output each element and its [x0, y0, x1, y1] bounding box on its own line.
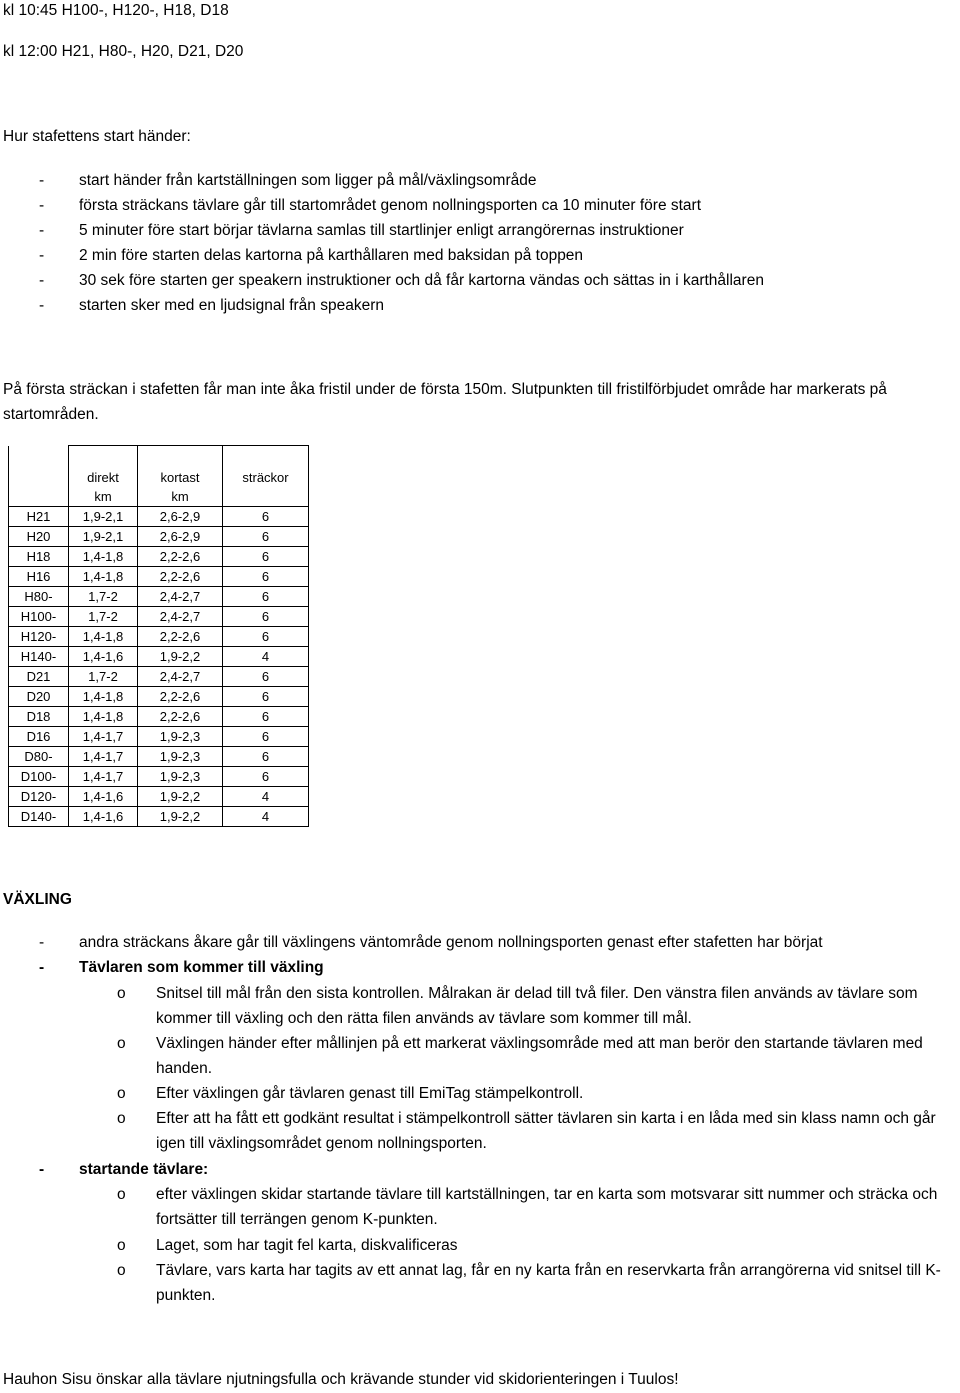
dash-marker: - — [39, 247, 45, 264]
table-cell: 1,7-2 — [69, 587, 138, 607]
closing-line: Hauhon Sisu önskar alla tävlare njutningsfulla och krävande stunder vid skidorienteringen i Tuulos! — [3, 1371, 679, 1388]
table-cell: 6 — [223, 767, 309, 787]
dash-marker: - — [39, 197, 45, 214]
table-cell: D120- — [9, 787, 69, 807]
table-cell: H16 — [9, 567, 69, 587]
table-cell: 1,9-2,3 — [138, 767, 223, 787]
table-row — [9, 547, 309, 567]
table-cell: D20 — [9, 687, 69, 707]
table-cell: 2,4-2,7 — [138, 587, 223, 607]
table-header-top — [9, 446, 309, 469]
table-cell: H20 — [9, 527, 69, 547]
sub-item-text: Laget, som har tagit fel karta, diskvalificeras — [156, 1237, 458, 1254]
header-cell — [9, 468, 69, 487]
start-heading: Hur stafettens start händer: — [3, 128, 191, 145]
table-row — [9, 707, 309, 727]
table-cell: D140- — [9, 807, 69, 827]
table-cell: 1,4-1,6 — [69, 647, 138, 667]
table-cell: 1,4-1,7 — [69, 747, 138, 767]
table-cell: H100- — [9, 607, 69, 627]
table-row — [9, 627, 309, 647]
schedule-line-1: kl 10:45 H100-, H120-, H18, D18 — [3, 2, 229, 19]
table-row — [9, 667, 309, 687]
sub-item-text: Växlingen händer efter mållinjen på ett markerat växlingsområde med att man berör den startande tävlaren med handen. — [156, 1035, 923, 1077]
table-row — [9, 687, 309, 707]
schedule-line-2: kl 12:00 H21, H80-, H20, D21, D20 — [3, 43, 244, 60]
list-item-text: 30 sek före starten ger speakern instruktioner och då får kartorna vändas och sättas in i karthållaren — [79, 272, 764, 289]
list-item-text: Tävlaren som kommer till växling — [79, 959, 324, 976]
table-cell: 1,9-2,3 — [138, 727, 223, 747]
circle-bullet-marker: o — [117, 1085, 126, 1102]
circle-bullet-marker: o — [117, 1186, 126, 1203]
header-cell: direkt — [69, 468, 138, 487]
dash-marker: - — [39, 272, 45, 289]
table-cell: 1,9-2,2 — [138, 787, 223, 807]
table-cell: H80- — [9, 587, 69, 607]
table-cell: 1,9-2,3 — [138, 747, 223, 767]
table-cell: 1,4-1,8 — [69, 627, 138, 647]
circle-bullet-marker: o — [117, 985, 126, 1002]
header-cell: km — [138, 487, 223, 507]
table-cell: 2,4-2,7 — [138, 667, 223, 687]
table-cell: D18 — [9, 707, 69, 727]
table-cell: H140- — [9, 647, 69, 667]
table-row — [9, 767, 309, 787]
fristil-rule-paragraph: På första sträckan i stafetten får man inte åka fristil under de första 150m. Slutpunkten till fristilförbjudet område har markerats på startområden. — [3, 381, 887, 423]
header-cell: sträckor — [223, 468, 309, 487]
list-item-text: startande tävlare: — [79, 1161, 209, 1178]
table-cell: 2,6-2,9 — [138, 527, 223, 547]
table-cell: 6 — [223, 667, 309, 687]
sub-item-text: efter växlingen skidar startande tävlare till kartställningen, tar en karta som motsvarar sitt nummer och sträcka och fortsätter till terrängen genom K-punkten. — [156, 1186, 938, 1228]
header-cell — [9, 487, 69, 507]
table-cell: 6 — [223, 567, 309, 587]
table-cell: 6 — [223, 527, 309, 547]
table-cell: D80- — [9, 747, 69, 767]
table-cell: 6 — [223, 507, 309, 527]
table-cell: 2,2-2,6 — [138, 547, 223, 567]
table-row — [9, 807, 309, 827]
table-cell: 1,9-2,2 — [138, 807, 223, 827]
distance-table — [8, 445, 309, 827]
dash-marker: - — [39, 172, 45, 189]
dash-marker: - — [39, 222, 45, 239]
table-cell: 1,7-2 — [69, 607, 138, 627]
header-cell: km — [69, 487, 138, 507]
table-row — [9, 507, 309, 527]
table-cell: 2,2-2,6 — [138, 567, 223, 587]
table-cell: 6 — [223, 727, 309, 747]
table-cell: 1,9-2,1 — [69, 507, 138, 527]
dash-marker: - — [39, 934, 45, 951]
table-row — [9, 747, 309, 767]
table-cell: 2,2-2,6 — [138, 687, 223, 707]
table-cell: D100- — [9, 767, 69, 787]
table-cell: H120- — [9, 627, 69, 647]
list-item-text: 2 min före starten delas kartorna på karthållaren med baksidan på toppen — [79, 247, 584, 264]
circle-bullet-marker: o — [117, 1110, 126, 1127]
table-cell: 1,4-1,6 — [69, 807, 138, 827]
table-row — [9, 647, 309, 667]
table-cell: 1,4-1,8 — [69, 547, 138, 567]
table-cell: H18 — [9, 547, 69, 567]
circle-bullet-marker: o — [117, 1262, 126, 1279]
table-cell: 2,2-2,6 — [138, 627, 223, 647]
table-cell: 6 — [223, 687, 309, 707]
table-cell: H21 — [9, 507, 69, 527]
table-cell: 4 — [223, 647, 309, 667]
list-item-text: första sträckans tävlare går till startområdet genom nollningsporten ca 10 minuter före start — [79, 197, 702, 214]
table-cell: 1,4-1,7 — [69, 767, 138, 787]
list-item-text: andra sträckans åkare går till växlingens väntområde genom nollningsporten genast efter stafetten har börjat — [79, 934, 823, 951]
list-item-text: 5 minuter före start börjar tävlarna samlas till startlinjer enligt arrangörernas instruktioner — [79, 222, 684, 239]
table-cell: 1,9-2,1 — [69, 527, 138, 547]
table-cell: 1,4-1,8 — [69, 567, 138, 587]
table-cell: 6 — [223, 587, 309, 607]
table-cell: 4 — [223, 787, 309, 807]
table-cell: 2,2-2,6 — [138, 707, 223, 727]
table-row — [9, 787, 309, 807]
table-cell: 6 — [223, 547, 309, 567]
table-row — [9, 607, 309, 627]
table-header-row-1 — [9, 468, 309, 487]
table-cell: D21 — [9, 667, 69, 687]
table-cell: 1,4-1,7 — [69, 727, 138, 747]
table-header-row-2 — [9, 487, 309, 507]
circle-bullet-marker: o — [117, 1035, 126, 1052]
sub-item-text: Snitsel till mål från den sista kontrollen. Målrakan är delad till två filer. Den vänstra filen används av tävlare som kommer till växling och den rätta filen används av tävlare som kommer till mål. — [156, 985, 918, 1027]
dash-marker: - — [39, 1161, 45, 1178]
dash-marker: - — [39, 297, 45, 314]
table-row — [9, 527, 309, 547]
table-row — [9, 567, 309, 587]
table-row — [9, 727, 309, 747]
table-cell: 4 — [223, 807, 309, 827]
sub-item-text: Efter växlingen går tävlaren genast till EmiTag stämpelkontroll. — [156, 1085, 584, 1102]
table-cell: 1,4-1,8 — [69, 687, 138, 707]
header-cell — [223, 487, 309, 507]
circle-bullet-marker: o — [117, 1237, 126, 1254]
list-item-text: start händer från kartställningen som ligger på mål/växlingsområde — [79, 172, 537, 189]
table-cell: 1,4-1,6 — [69, 787, 138, 807]
table-row — [9, 587, 309, 607]
table-cell: 1,9-2,2 — [138, 647, 223, 667]
table-cell: D16 — [9, 727, 69, 747]
table-cell: 6 — [223, 747, 309, 767]
list-item-text: starten sker med en ljudsignal från speakern — [79, 297, 384, 314]
sub-item-text: Tävlare, vars karta har tagits av ett annat lag, får en ny karta från en reservkarta från arrangörerna vid snitsel till K-punkten. — [156, 1262, 941, 1304]
header-cell: kortast — [138, 468, 223, 487]
table-cell: 1,4-1,8 — [69, 707, 138, 727]
table-cell: 2,4-2,7 — [138, 607, 223, 627]
table-cell: 2,6-2,9 — [138, 507, 223, 527]
table-cell: 6 — [223, 627, 309, 647]
table-cell: 6 — [223, 707, 309, 727]
vaxling-heading: VÄXLING — [3, 891, 72, 908]
table-cell: 1,7-2 — [69, 667, 138, 687]
table-cell: 6 — [223, 607, 309, 627]
sub-item-text: Efter att ha fått ett godkänt resultat i stämpelkontroll sätter tävlaren sin karta i en låda med sin klass namn och går igen till växlingsområdet genom nollningsporten. — [156, 1110, 936, 1152]
dash-marker: - — [39, 959, 45, 976]
